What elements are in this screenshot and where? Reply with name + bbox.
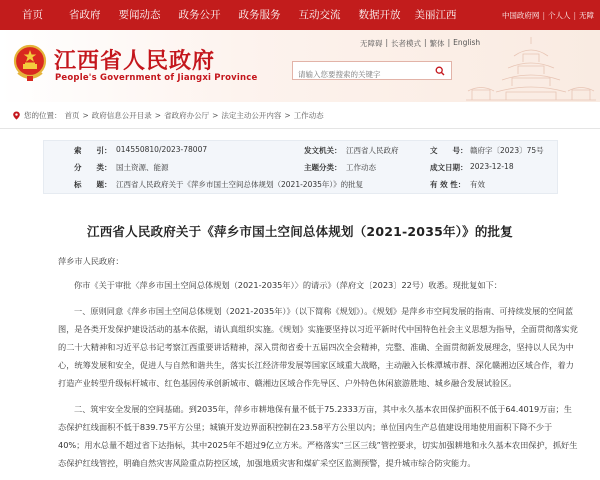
breadcrumb-legal[interactable]: 法定主动公开内容 bbox=[221, 110, 282, 120]
nav-item-home[interactable]: 首页 bbox=[22, 9, 43, 21]
breadcrumb bbox=[0, 102, 600, 129]
link-separator: | bbox=[542, 10, 545, 20]
link-separator: | bbox=[573, 10, 576, 20]
meta-row bbox=[44, 179, 557, 197]
article-body bbox=[58, 252, 578, 480]
meta-topic-label: 主题分类： bbox=[304, 163, 342, 172]
breadcrumb-current[interactable]: 工作动态 bbox=[293, 110, 324, 120]
site-title: 江西省人民政府 bbox=[54, 49, 216, 74]
meta-issuer-label: 发文机关： bbox=[304, 146, 342, 155]
nav-item-gov-service[interactable]: 政务服务 bbox=[238, 9, 281, 21]
meta-validity-value: 有效 bbox=[470, 180, 485, 189]
link-separator: | bbox=[447, 38, 451, 47]
meta-row bbox=[44, 162, 557, 180]
link-separator: | bbox=[385, 38, 389, 47]
article-paragraph: 一、原则同意《萍乡市国土空间总体规划（2021-2035年）》（以下简称《规划》）。《规划》是萍乡市空间发展的指南、可持续发展的空间蓝图，是各类开发保护建设活动的基本依据，请认真组织实施。《规划》实施要坚持以习近平新时代中国特色社会主义思想为指导，全面贯彻落实党的二十大精神和习近平总书记考察江西重要讲话精神，深入贯彻省委十五届四次全会精神，完整、准确、全面贯彻新发展理念，坚持以人民为中心，统筹发展和安全，促进人与自然和谐共生，落实长江经济带发展等国家区域重大战略，主动融入长株潭城市群、深化赣湘边区域合作，着力打造产业转型升级标杆城市、红色基因传承创新城市、赣湘边区域合作先导区、户外特色休闲旅游胜地、城乡融合发展试验区。 bbox=[58, 306, 578, 388]
nav-item-gov-open[interactable]: 政务公开 bbox=[178, 9, 221, 21]
meta-topic-value: 工作动态 bbox=[346, 163, 376, 172]
article-paragraph: 二、筑牢安全发展的空间基础。到2035年，萍乡市耕地保有量不低于75.2333万亩，其中永久基本农田保护面积不低于64.4019万亩；生态保护红线面积不低于839.75平方公里；城镇开发边界面积控制在23.58平方公里以内；单位国内生产总值建设用地使用面积下降不少于40%；用水总量不超过省下达指标，其中2025年不超过9亿立方米。严格落实“三区三线”管控要求，切实加强耕地和永久基本农田保护，抓好生态保护红线管控，明确自然灾害风险重点防控区域，加强地质灾害和煤矿采空区监测预警，提升城市综合防灾能力。 bbox=[58, 404, 578, 468]
breadcrumb-separator: > bbox=[212, 110, 219, 120]
site-subtitle: People's Government of Jiangxi Province bbox=[55, 73, 258, 83]
national-emblem-icon bbox=[12, 43, 48, 83]
nav-item-interaction[interactable]: 互动交流 bbox=[298, 9, 341, 21]
link-personal[interactable]: 个人人 bbox=[547, 10, 571, 20]
meta-date-value: 2023-12-18 bbox=[470, 162, 514, 171]
link-separator: | bbox=[424, 38, 427, 47]
link-traditional[interactable]: 繁体 bbox=[429, 39, 445, 48]
nav-item-news[interactable]: 要闻动态 bbox=[118, 9, 161, 21]
breadcrumb-office[interactable]: 省政府办公厅 bbox=[164, 110, 210, 120]
top-nav-bar bbox=[0, 0, 600, 30]
nav-item-open-data[interactable]: 数据开放 bbox=[358, 9, 401, 21]
breadcrumb-catalog[interactable]: 政府信息公开目录 bbox=[91, 110, 152, 120]
meta-row bbox=[44, 145, 557, 163]
meta-issuer-value: 江西省人民政府 bbox=[346, 146, 399, 155]
meta-title-label: 标 题： bbox=[74, 180, 112, 189]
header-utility-links bbox=[360, 38, 480, 49]
link-elder-mode[interactable]: 长者模式 bbox=[391, 39, 422, 48]
meta-index-label: 索 引： bbox=[74, 146, 112, 155]
search-button[interactable] bbox=[429, 62, 451, 79]
breadcrumb-separator: > bbox=[284, 110, 291, 120]
breadcrumb-separator: > bbox=[154, 110, 162, 120]
top-right-links bbox=[502, 0, 594, 30]
nav-item-beautiful-jiangxi[interactable]: 美丽江西 bbox=[414, 9, 457, 21]
article-title: 江西省人民政府关于《萍乡市国土空间总体规划（2021-2035年）》的批复 bbox=[87, 224, 513, 239]
main-nav bbox=[0, 0, 457, 30]
meta-validity-label: 有 效 性： bbox=[430, 180, 466, 189]
search-input[interactable] bbox=[293, 66, 423, 83]
site-header bbox=[0, 30, 600, 102]
nav-item-province-gov[interactable]: 省政府 bbox=[69, 9, 101, 21]
article-paragraph: 你市《关于审批〈萍乡市国土空间总体规划（2021-2035年）〉的请示》（萍府文〔2023〕22号）收悉。现批复如下： bbox=[74, 280, 502, 290]
search-box bbox=[292, 61, 452, 80]
meta-title-value: 江西省人民政府关于《萍乡市国土空间总体规划（2021-2035年）》的批复 bbox=[116, 180, 364, 189]
meta-docref-value: 赣府字〔2023〕75号 bbox=[470, 146, 544, 155]
breadcrumb-home[interactable]: 首页 bbox=[64, 110, 80, 120]
link-china-gov[interactable]: 中国政府网 bbox=[501, 10, 540, 20]
search-icon bbox=[435, 66, 445, 76]
link-accessibility[interactable]: 无障 bbox=[579, 10, 594, 20]
location-pin-icon bbox=[12, 111, 21, 120]
document-meta-table bbox=[43, 140, 558, 194]
link-barrier-free[interactable]: 无障碍 bbox=[360, 39, 383, 48]
meta-docref-label: 文 号： bbox=[430, 146, 468, 155]
meta-category-label: 分 类： bbox=[74, 163, 112, 172]
link-english[interactable]: English bbox=[453, 38, 481, 47]
breadcrumb-prefix: 您的位置： bbox=[24, 110, 62, 120]
meta-category-value: 国土资源、能源 bbox=[116, 163, 169, 172]
meta-date-label: 成文日期： bbox=[430, 163, 468, 172]
article-addressee: 萍乡市人民政府： bbox=[58, 256, 124, 266]
breadcrumb-separator: > bbox=[82, 110, 89, 120]
tengwang-pavilion-illustration-icon bbox=[466, 34, 596, 102]
meta-index-value: 014550810/2023-78007 bbox=[116, 145, 208, 154]
